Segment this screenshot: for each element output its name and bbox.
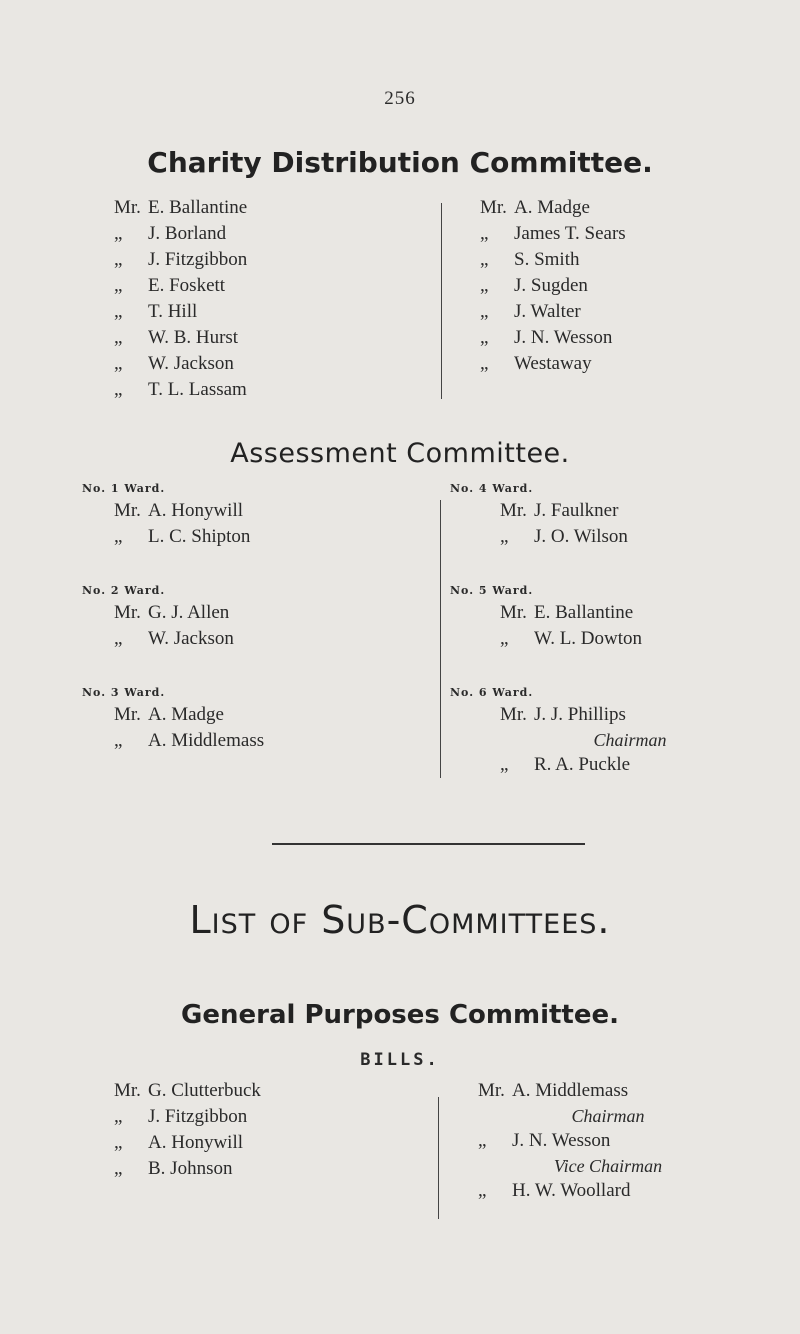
ward-heading: No. 3 Ward. <box>82 686 166 699</box>
member-line: „ A. Middlemass <box>114 730 265 751</box>
member-line: „ H. W. Woollard <box>478 1180 631 1201</box>
column-divider <box>438 1097 439 1219</box>
member-line: „ W. Jackson <box>114 353 234 374</box>
member-line: „ J. N. Wesson <box>478 1130 611 1151</box>
member-line: „ James T. Sears <box>480 223 626 244</box>
ward-heading: No. 5 Ward. <box>450 584 534 597</box>
member-line: „ J. Fitzgibbon <box>114 249 248 270</box>
member-line: „ W. L. Dowton <box>500 628 643 649</box>
member-line: Mr. G. J. Allen <box>114 602 230 623</box>
member-line: Mr. A. Honywill <box>114 500 243 521</box>
member-line: „ J. Walter <box>480 301 581 322</box>
bills-subtitle: BILLS. <box>360 1050 440 1070</box>
role-label: Chairman <box>571 1106 645 1126</box>
member-line: „ T. L. Lassam <box>114 379 247 400</box>
member-line: „ L. C. Shipton <box>114 526 251 547</box>
member-line: Mr. J. J. Phillips <box>500 704 626 725</box>
member-line: „ J. Sugden <box>480 275 588 296</box>
member-line: Mr. A. Madge <box>480 197 590 218</box>
ward-heading: No. 1 Ward. <box>82 482 166 495</box>
member-line: „ R. A. Puckle <box>500 754 631 775</box>
member-line: „ T. Hill <box>114 301 198 322</box>
member-line: Mr. E. Ballantine <box>114 197 248 218</box>
member-line: „ J. Fitzgibbon <box>114 1106 248 1127</box>
general-purposes-title: General Purposes Committee. <box>181 1000 619 1030</box>
member-line: „ S. Smith <box>480 249 580 270</box>
member-line: „ J. Borland <box>114 223 227 244</box>
charity-left-column <box>114 195 247 403</box>
member-line: „ J. O. Wilson <box>500 526 628 547</box>
charity-right-column <box>480 195 626 377</box>
ward-heading: No. 6 Ward. <box>450 686 534 699</box>
member-line: „ J. N. Wesson <box>480 327 613 348</box>
role-label: Vice Chairman <box>553 1156 663 1176</box>
member-line: Mr. J. Faulkner <box>500 500 619 521</box>
member-line: Mr. A. Middlemass <box>478 1080 629 1101</box>
member-line: Mr. G. Clutterbuck <box>114 1080 261 1101</box>
general-right-column <box>478 1078 738 1204</box>
assessment-right-column <box>450 474 790 778</box>
column-divider <box>441 203 442 399</box>
member-line: Mr. E. Ballantine <box>500 602 634 623</box>
member-line: „ A. Honywill <box>114 1132 243 1153</box>
page-number: 256 <box>384 88 416 109</box>
member-line: „ W. Jackson <box>114 628 234 649</box>
sub-committees-title: List of Sub-Committees. <box>189 898 611 942</box>
charity-committee-title: Charity Distribution Committee. <box>147 146 653 179</box>
member-line: „ Westaway <box>480 353 592 374</box>
assessment-left-column <box>82 474 422 754</box>
role-label: Chairman <box>593 730 667 750</box>
general-left-column <box>114 1078 261 1182</box>
member-line: „ W. B. Hurst <box>114 327 239 348</box>
assessment-committee-title: Assessment Committee. <box>230 438 570 469</box>
section-divider <box>272 843 585 845</box>
member-line: „ E. Foskett <box>114 275 226 296</box>
column-divider <box>440 500 441 778</box>
ward-heading: No. 2 Ward. <box>82 584 166 597</box>
member-line: „ B. Johnson <box>114 1158 233 1179</box>
ward-heading: No. 4 Ward. <box>450 482 534 495</box>
member-line: Mr. A. Madge <box>114 704 224 725</box>
